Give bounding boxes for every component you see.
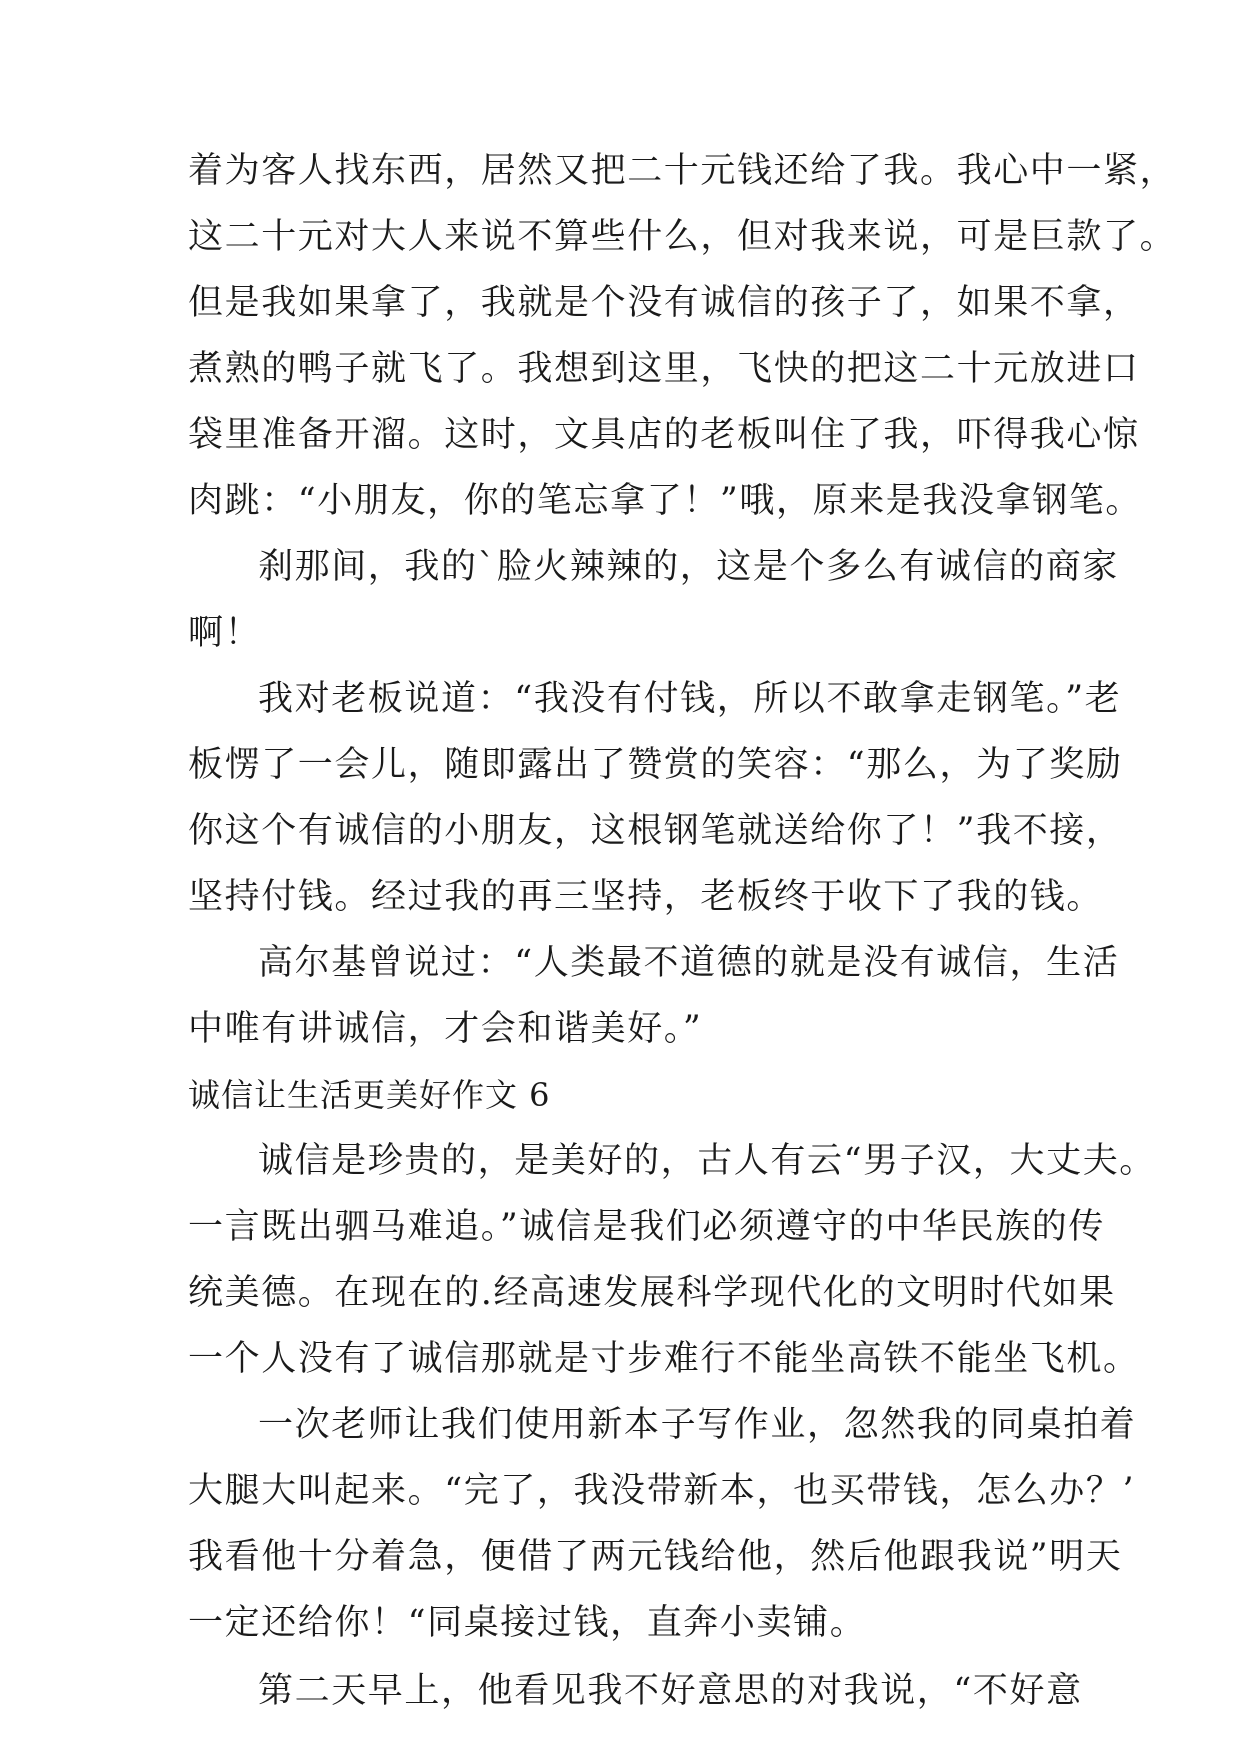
paragraph-first-line: 刹那间，我的`脸火辣辣的，这是个多么有诚信的商家: [258, 547, 1119, 587]
text-line: 一定还给你！“同桌接过钱，直奔小卖铺。: [188, 1603, 867, 1643]
text-line: 煮熟的鸭子就飞了。我想到这里，飞快的把这二十元放进口: [188, 349, 1140, 389]
text-line: 我看他十分着急，便借了两元钱给他，然后他跟我说”明天: [188, 1537, 1123, 1577]
text-line: 一个人没有了诚信那就是寸步难行不能坐高铁不能坐飞机。: [188, 1339, 1140, 1379]
text-line: 肉跳：“小朋友，你的笔忘拿了！”哦，原来是我没拿钢笔。: [188, 481, 1142, 521]
paragraph-first-line: 我对老板说道：“我没有付钱，所以不敢拿走钢笔。”老: [258, 679, 1122, 719]
text-line: 统美德。在现在的.经高速发展科学现代化的文明时代如果: [188, 1273, 1116, 1313]
text-line: 啊！: [188, 613, 262, 653]
text-line: 坚持付钱。经过我的再三坚持，老板终于收下了我的钱。: [188, 877, 1104, 917]
paragraph-first-line: 诚信是珍贵的，是美好的，古人有云“男子汉，大丈夫。: [258, 1141, 1156, 1181]
paragraph-first-line: 一次老师让我们使用新本子写作业，忽然我的同桌拍着: [258, 1405, 1137, 1445]
text-line: 大腿大叫起来。“完了，我没带新本，也买带钱，怎么办？’: [188, 1471, 1136, 1511]
text-line: 这二十元对大人来说不算些什么，但对我来说，可是巨款了。: [188, 217, 1177, 257]
text-line: 但是我如果拿了，我就是个没有诚信的孩子了，如果不拿，: [188, 283, 1140, 323]
text-line: 一言既出驷马难追。”诚信是我们必须遵守的中华民族的传: [188, 1207, 1105, 1247]
text-line: 板愣了一会儿，随即露出了赞赏的笑容：“那么，为了奖励: [188, 745, 1123, 785]
text-line: 着为客人找东西，居然又把二十元钱还给了我。我心中一紧，: [188, 151, 1177, 191]
paragraph-first-line: 高尔基曾说过：“人类最不道德的就是没有诚信，生活: [258, 943, 1120, 983]
paragraph-first-line: 第二天早上，他看见我不好意思的对我说，“不好意: [258, 1671, 1083, 1711]
text-line: 中唯有讲诚信，才会和谐美好。”: [188, 1009, 703, 1049]
text-line: 你这个有诚信的小朋友，这根钢笔就送给你了！”我不接，: [188, 811, 1123, 851]
section-heading: 诚信让生活更美好作文 6: [188, 1076, 551, 1114]
text-line: 袋里准备开溜。这时，文具店的老板叫住了我，吓得我心惊: [188, 415, 1140, 455]
